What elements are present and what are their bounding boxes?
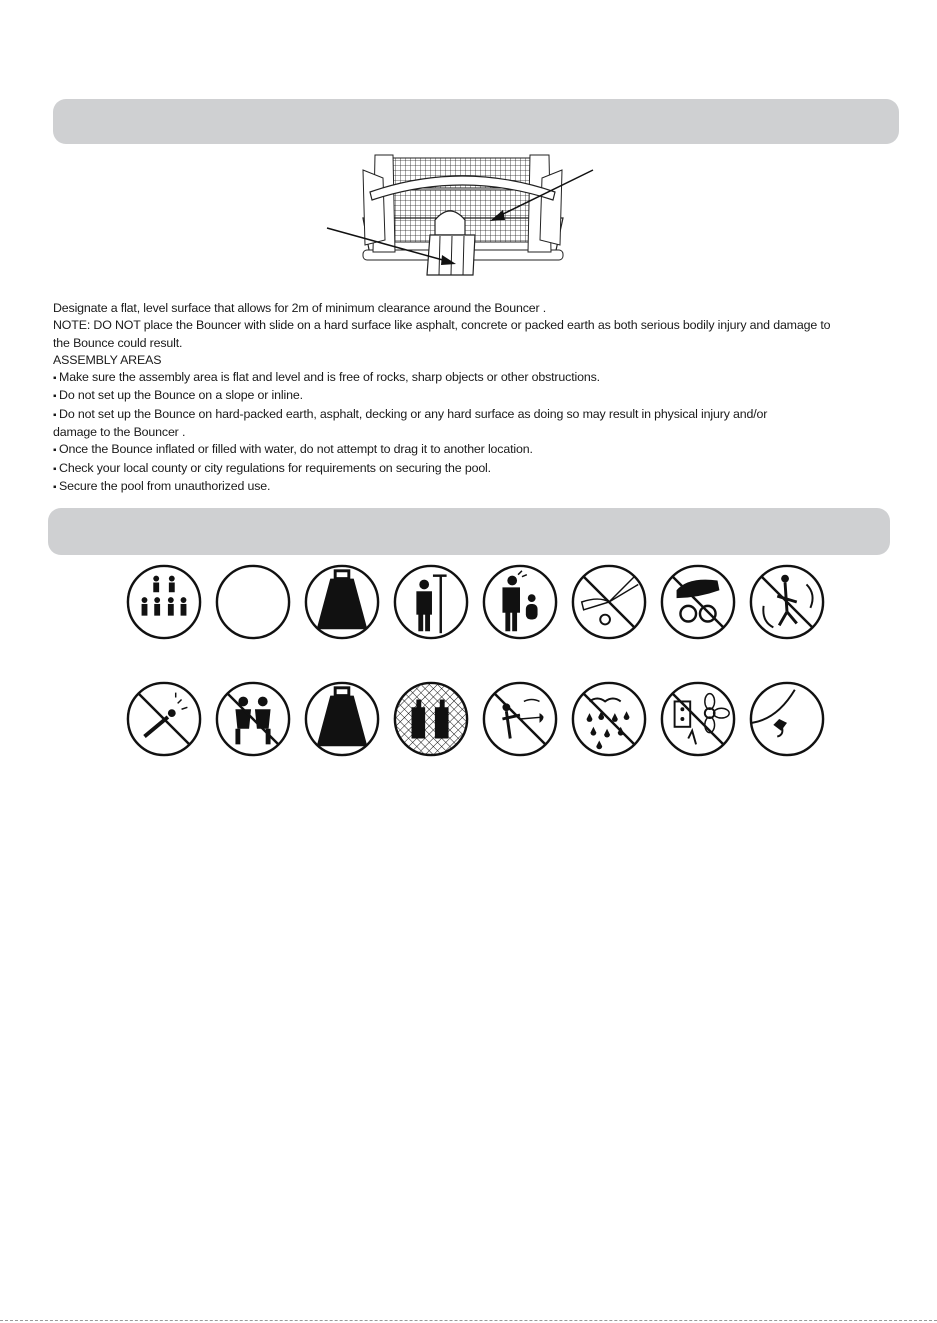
no-food-drink-icon <box>481 680 559 758</box>
instructions-text <box>53 300 903 496</box>
bullet-item: ▪ Secure the pool from unauthorized use. <box>53 478 903 496</box>
page-edge <box>0 1320 937 1321</box>
no-flipping-icon <box>748 563 826 641</box>
bouncer-illustration <box>325 150 600 290</box>
group-of-people-icon <box>125 563 203 641</box>
height-limit-icon <box>392 563 470 641</box>
weight-icon <box>303 563 381 641</box>
blank-circle-icon <box>214 563 292 641</box>
note-line-cont: the Bounce could result. <box>53 335 183 350</box>
bullet-item: ▪ Check your local county or city regulations for requirements on securing the pool. <box>53 460 903 478</box>
bullet-item-cont: damage to the Bouncer . <box>53 425 186 440</box>
weight-icon <box>303 680 381 758</box>
no-rough-play-icon <box>214 680 292 758</box>
safety-icons-row <box>120 680 830 762</box>
no-climbing-net-icon <box>392 680 470 758</box>
no-diving-icon <box>125 680 203 758</box>
no-sharp-objects-icon <box>570 563 648 641</box>
no-shoes-glasses-icon <box>659 563 737 641</box>
assembly-heading: ASSEMBLY AREAS <box>53 352 162 367</box>
no-rain-wind-icon <box>570 680 648 758</box>
safety-icons-row <box>120 563 830 645</box>
bullet-item: ▪ Do not set up the Bounce on a slope or inline. <box>53 387 903 405</box>
section-header-bar <box>53 99 899 144</box>
section-header-bar <box>48 508 890 555</box>
bullet-item: ▪ Do not set up the Bounce on hard-packed earth, asphalt, decking or any hard surface as doing so may result in physical injury and/or <box>53 406 903 424</box>
anchor-stake-icon <box>748 680 826 758</box>
bullet-item: ▪ Once the Bounce inflated or filled with water, do not attempt to drag it to another location. <box>53 441 903 459</box>
bullet-item: ▪ Make sure the assembly area is flat and level and is free of rocks, sharp objects or other obstructions. <box>53 369 903 387</box>
no-electrical-icon <box>659 680 737 758</box>
adult-supervision-icon <box>481 563 559 641</box>
note-line: NOTE: DO NOT place the Bouncer with slide on a hard surface like asphalt, concrete or packed earth as both serious bodily injury and damage to <box>53 318 831 333</box>
clearance-line: Designate a flat, level surface that allows for 2m of minimum clearance around the Bouncer . <box>53 301 547 315</box>
